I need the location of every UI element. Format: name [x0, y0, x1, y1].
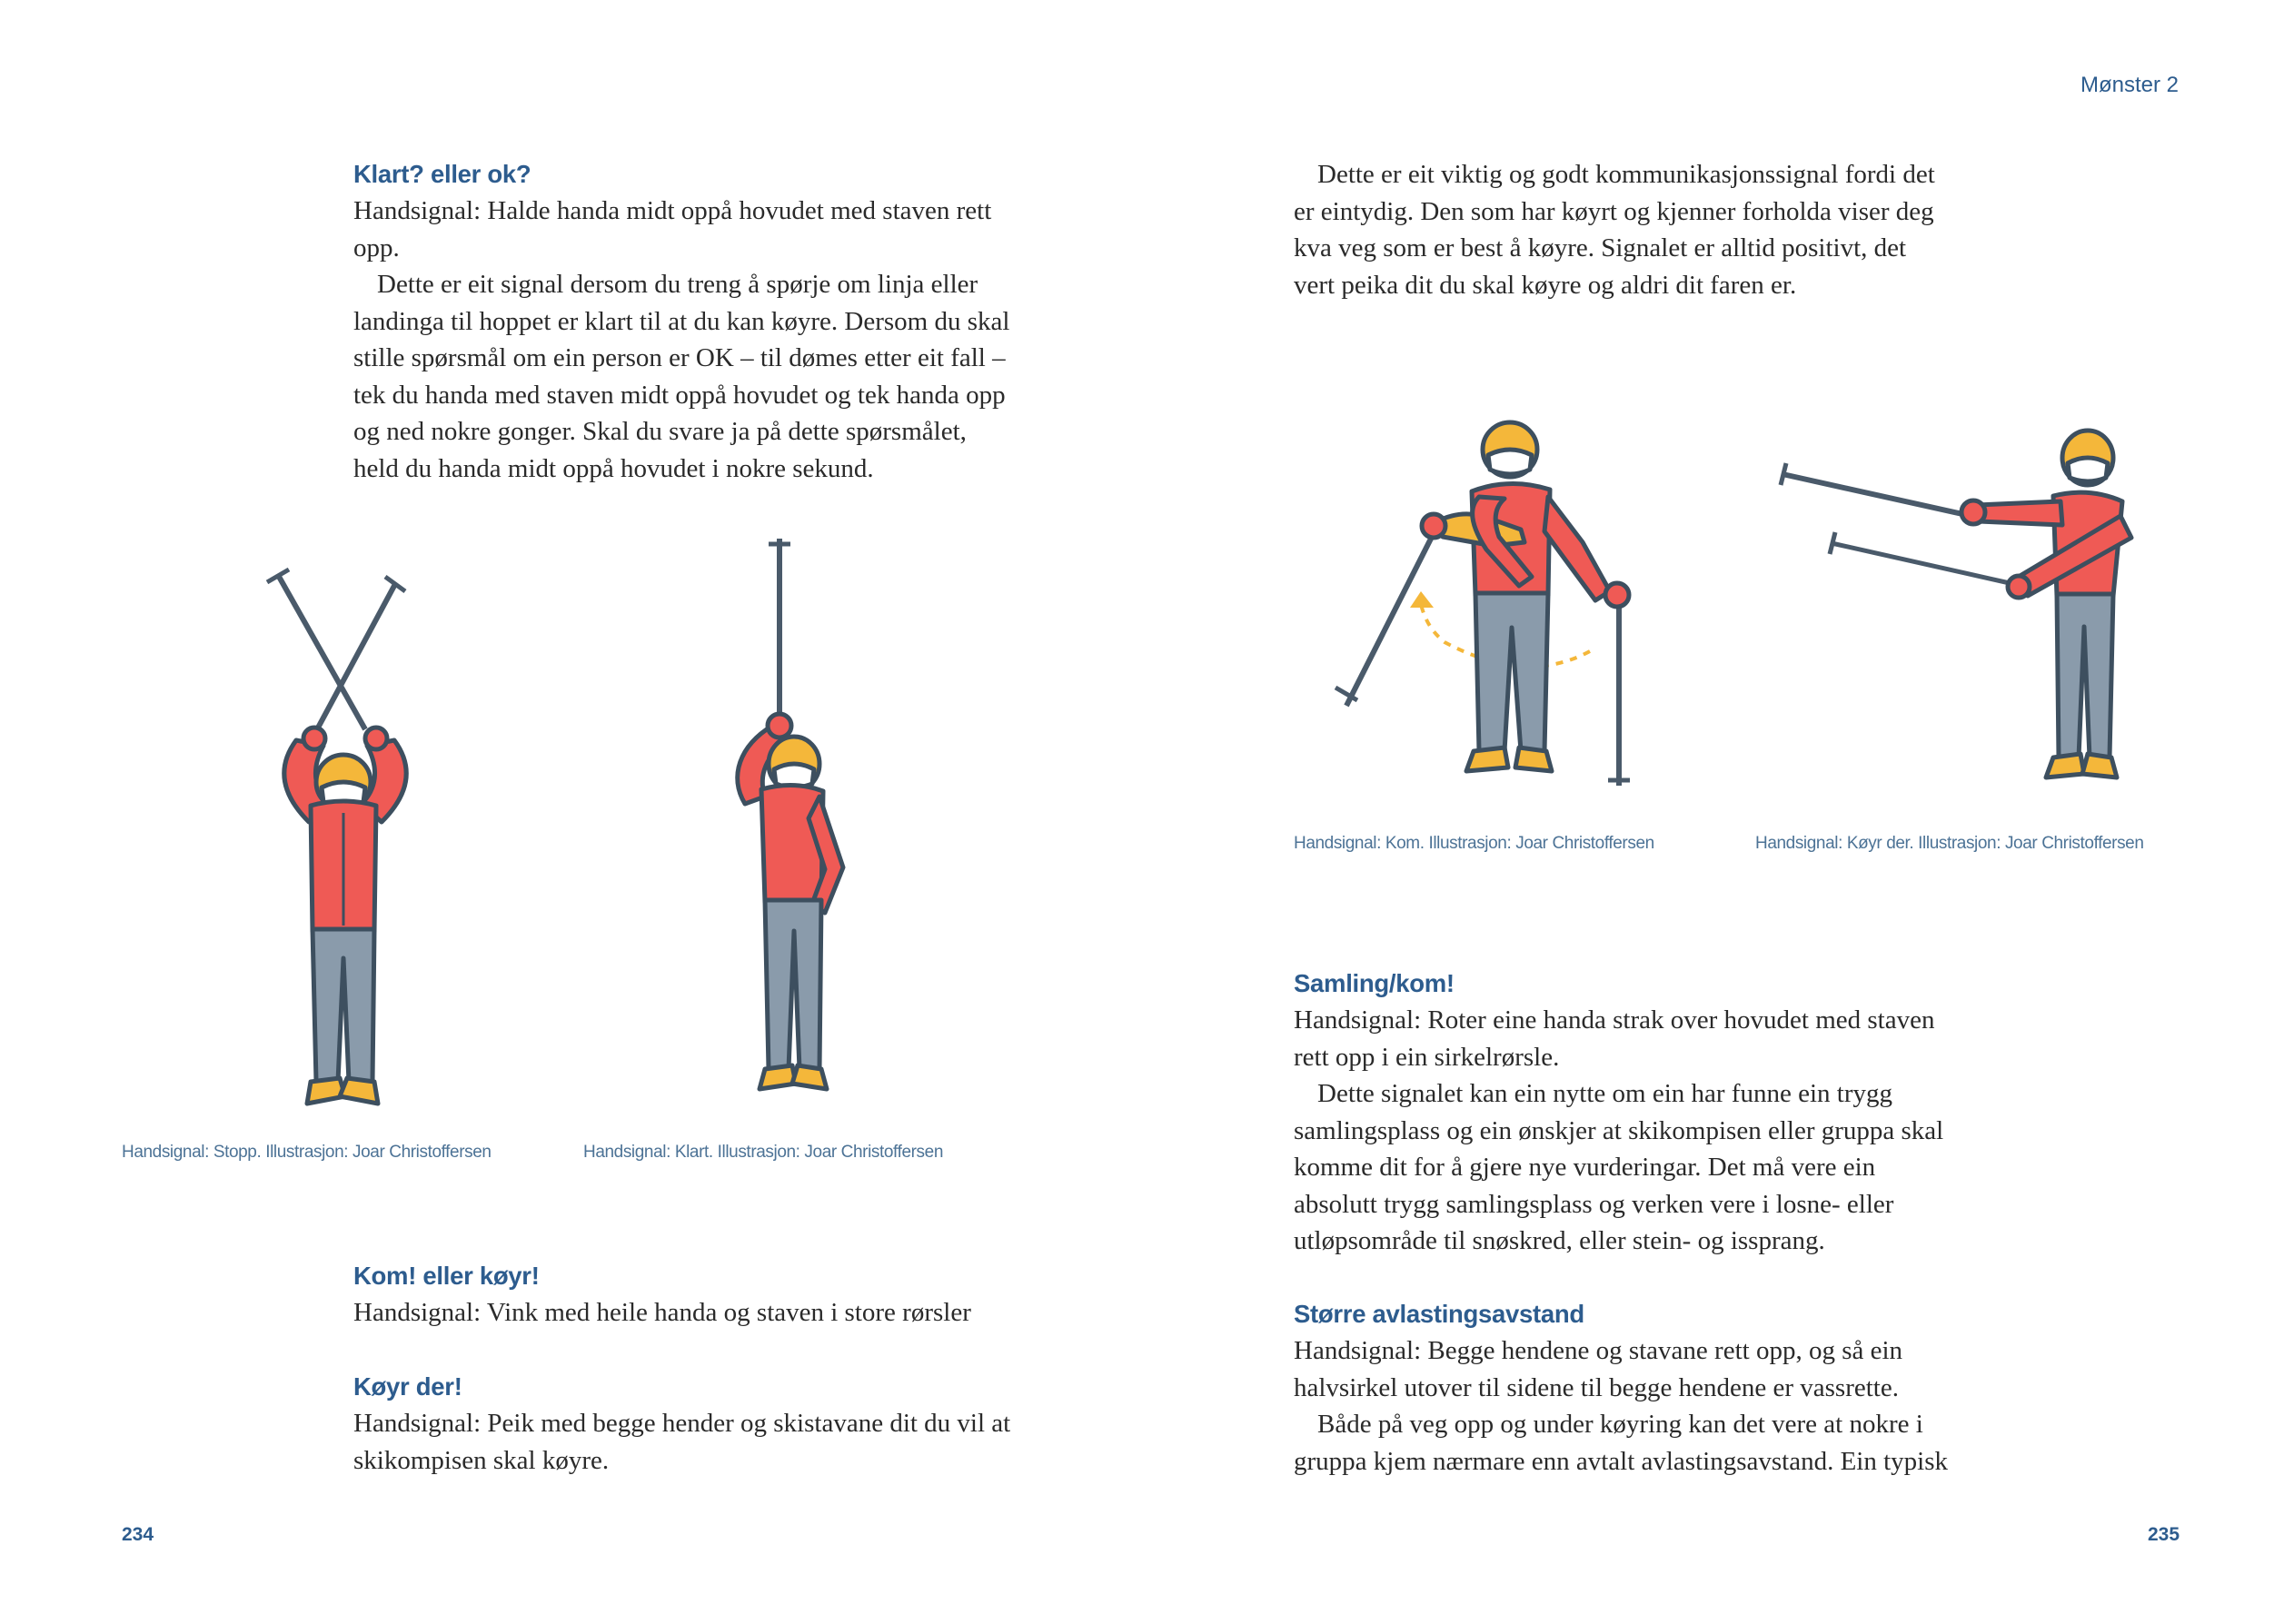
paragraph: Handsignal: Halde handa midt oppå hovudet med staven rett opp.: [353, 196, 992, 262]
page-number-left: 234: [122, 1524, 154, 1545]
heading-samling: Samling/kom!: [1294, 969, 1455, 997]
paragraph: Handsignal: Roter eine handa strak over hovudet med staven rett opp i ein sirkelrørsle.: [1294, 1005, 1935, 1072]
illustration-kom: [1326, 413, 1653, 804]
paragraph: Dette er eit viktig og godt kommunikasjonssignal fordi det er eintydig. Den som har køyrt og kjenner forholda viser deg kva veg som er best å køyre. Signalet er alltid positivt, det vert peika dit du skal køyre og aldri dit faren er.: [1294, 160, 1935, 300]
paragraph: Handsignal: Peik med begge hender og skistavane dit du vil at skikompisen skal køyre.: [353, 1409, 1011, 1475]
paragraph: Dette signalet kan ein nytte om ein har funne ein trygg samlingsplass og ein ønskjer at skikompisen eller gruppa skal komme dit for å gjere nye vurderingar. Det må vere ein absolutt trygg samlingsplass og verken vere i losne- eller utløpsområde til snøskred, eller stein- og issprang.: [1294, 1079, 1944, 1255]
heading-koyr: Køyr der!: [353, 1372, 462, 1401]
illustration-koyr-der: [1772, 418, 2135, 799]
paragraph: Handsignal: Begge hendene og stavane rett opp, og så ein halvsirkel utover til sidene til begge hendene er vassrette.: [1294, 1336, 1903, 1402]
running-header: Mønster 2: [2080, 73, 2180, 97]
page-number-right: 235: [2148, 1524, 2180, 1545]
heading-storre: Større avlastingsavstand: [1294, 1300, 1584, 1328]
section-intro: [1294, 156, 1951, 303]
section-samling: [1294, 965, 1951, 1260]
illustration-stopp: [245, 559, 445, 1122]
paragraph: Både på veg opp og under køyring kan det vere at nokre i gruppa kjem nærmare enn avtalt avlastingsavstand. Ein typisk: [1294, 1410, 1949, 1476]
illustration-klart: [718, 531, 872, 1122]
section-koyr: [353, 1369, 1011, 1479]
caption-kom: Handsignal: Kom. Illustrasjon: Joar Christoffersen: [1294, 834, 1654, 853]
heading-klart: Klart? eller ok?: [353, 160, 531, 188]
caption-stopp: Handsignal: Stopp. Illustrasjon: Joar Christoffersen: [122, 1143, 492, 1162]
section-kom: [353, 1258, 1011, 1332]
section-klart: [353, 156, 1011, 487]
section-storre-avlastingsavstand: [1294, 1296, 1951, 1480]
paragraph: Handsignal: Vink med heile handa og staven i store rørsler: [353, 1298, 971, 1327]
paragraph: Dette er eit signal dersom du treng å spørje om linja eller landinga til hoppet er klart til at du kan køyre. Dersom du skal stille spørsmål om ein person er OK – til dømes etter eit fall – tek du handa med staven midt oppå hovudet og tek handa opp og ned nokre gonger. Skal du svare ja på dette spørsmålet, held du handa midt oppå hovudet i nokre sekund.: [353, 270, 1010, 483]
caption-koyr-der: Handsignal: Køyr der. Illustrasjon: Joar Christoffersen: [1755, 834, 2144, 853]
caption-klart: Handsignal: Klart. Illustrasjon: Joar Christoffersen: [583, 1143, 943, 1162]
heading-kom: Kom! eller køyr!: [353, 1262, 540, 1290]
